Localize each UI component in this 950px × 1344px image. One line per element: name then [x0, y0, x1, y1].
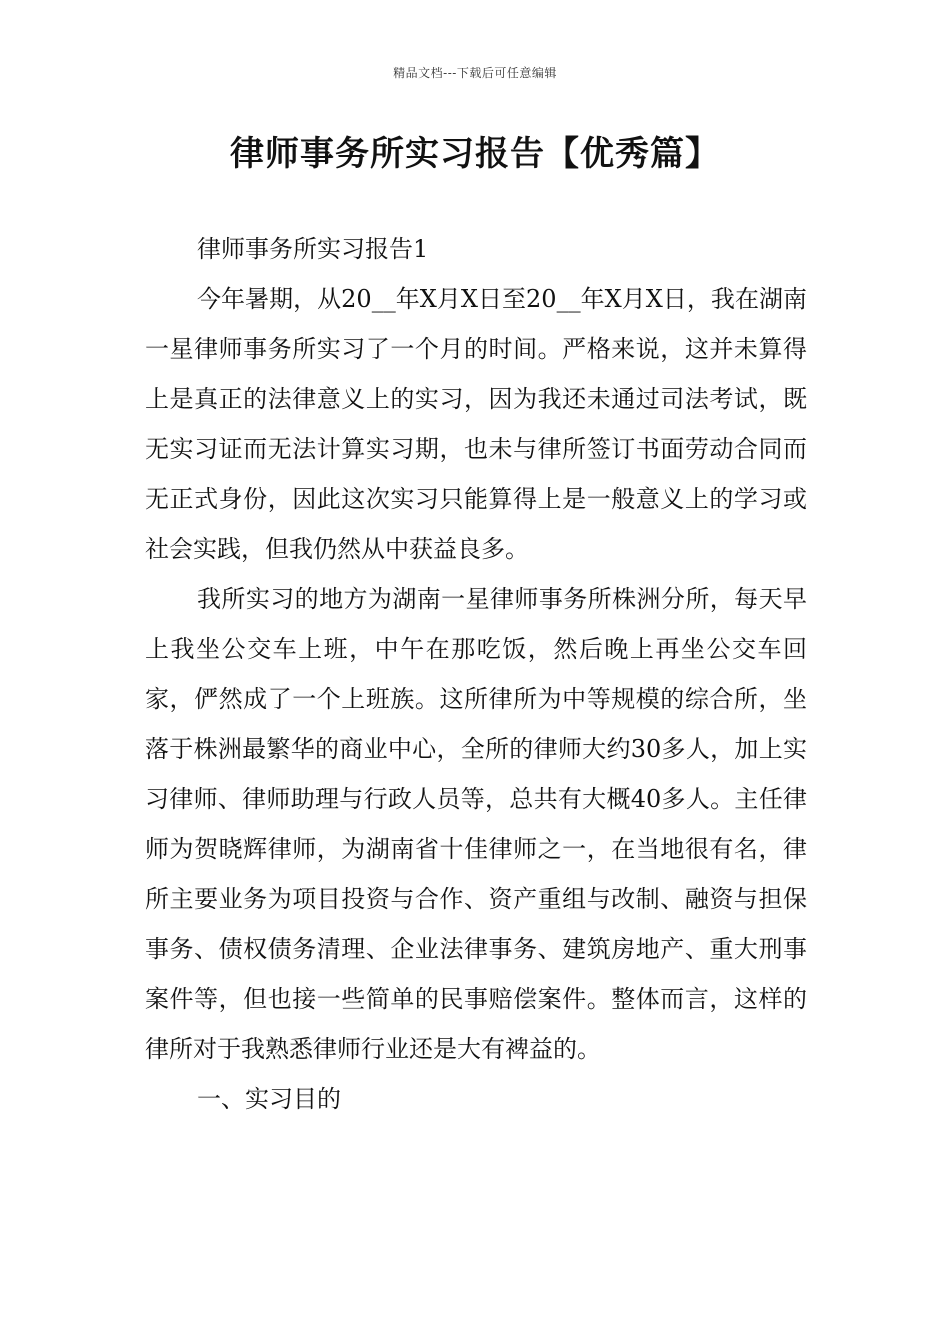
- header-note: 精品文档---下载后可任意编辑: [393, 66, 557, 80]
- paragraph-firm-description: 我所实习的地方为湖南一星律师事务所株洲分所，每天早上我坐公交车上班，中午在那吃饭，然后晚上再坐公交车回家，俨然成了一个上班族。这所律所为中等规模的综合所，坐落于株洲最繁华的商业中心，全所的律师大约30多人，加上实习律师、律师助理与行政人员等，总共有大概40多人。主任律师为贺晓辉律师，为湖南省十佳律师之一，在当地很有名，律所主要业务为项目投资与合作、资产重组与改制、融资与担保事务、债权债务清理、企业法律事务、建筑房地产、重大刑事案件等，但也接一些简单的民事赔偿案件。整体而言，这样的律所对于我熟悉律师行业还是大有裨益的。: [145, 585, 807, 1063]
- document-body: [145, 224, 807, 1124]
- paragraph-intro: 今年暑期，从20__年X月X日至20__年X月X日，我在湖南一星律师事务所实习了一个月的时间。严格来说，这并未算得上是真正的法律意义上的实习，因为我还未通过司法考试，既无实习证而无法计算实习期，也未与律所签订书面劳动合同而无正式身份，因此这次实习只能算得上是一般意义上的学习或社会实践，但我仍然从中获益良多。: [145, 285, 807, 563]
- document-title: 律师事务所实习报告【优秀篇】: [230, 134, 720, 174]
- report-subtitle: 律师事务所实习报告1: [197, 235, 429, 263]
- section-heading-purpose: 一、实习目的: [197, 1085, 341, 1113]
